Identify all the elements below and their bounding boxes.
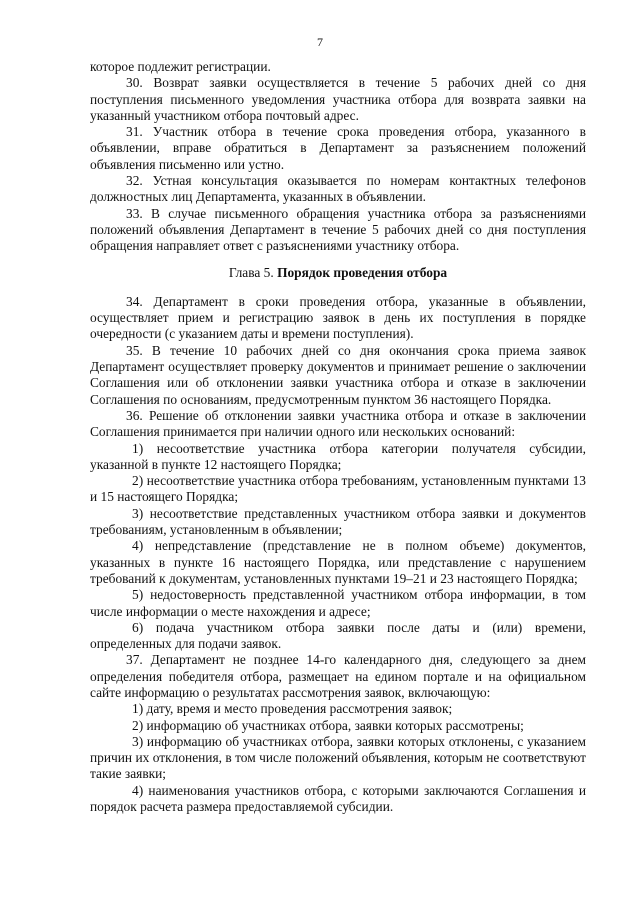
page-number: 7 — [317, 35, 323, 49]
paragraph-35: 35. В течение 10 рабочих дней со дня окончания срока приема заявок Департамент осуществляет проверку документов и принимает решение о заключении Соглашения или об отклонении заявки участника отбора и отказе в заключении Соглашения по основаниям, предусмотренным пунктом 36 настоящего Порядка. — [90, 342, 586, 407]
list-item: 1) дату, время и место проведения рассмотрения заявок; — [132, 701, 453, 717]
paragraph-30: 30. Возврат заявки осуществляется в течение 5 рабочих дней со дня поступления письменного уведомления участника отбора для возврата заявки на указанный участником отбора почтовый адрес. — [90, 75, 586, 123]
paragraph-34: 34. Департамент в сроки проведения отбора, указанные в объявлении, осуществляет прием и регистрацию заявок в день их поступления в порядке очередности (с указанием даты и времени поступления). — [90, 293, 586, 342]
list-item: 2) информацию об участниках отбора, заявки которых рассмотрены; — [132, 717, 524, 733]
list-item: 3) информацию об участниках отбора, заявки которых отклонены, с указанием причин их отклонения, в том числе положений объявления, которым не соответствуют такие заявки; — [90, 733, 586, 782]
document-body — [90, 59, 586, 815]
list-item: 4) наименования участников отбора, с которыми заключаются Соглашения и порядок расчета размера предоставляемой субсидии. — [90, 782, 586, 815]
chapter-title: Порядок проведения отбора — [277, 264, 448, 280]
list-item: 5) недостоверность представленной участником отбора информации, в том числе информации о месте нахождения и адресе; — [90, 587, 586, 619]
chapter-number: Глава 5. — [228, 264, 274, 280]
chapter-heading — [90, 265, 586, 281]
paragraph-32: 32. Устная консультация оказывается по номерам контактных телефонов должностных лиц Департамента, указанных в объявлении. — [90, 173, 586, 205]
list-item: 3) несоответствие представленных участником отбора заявки и документов требованиям, установленным в объявлении; — [90, 505, 586, 538]
list-item: 1) несоответствие участника отбора категории получателя субсидии, указанной в пункте 12 настоящего Порядка; — [90, 440, 586, 472]
paragraph-31: 31. Участник отбора в течение срока проведения отбора, указанного в объявлении, вправе обратиться в Департамент за разъяснением положений объявления письменно или устно. — [90, 124, 586, 172]
list-item: 2) несоответствие участника отбора требованиям, установленным пунктами 13 и 15 настоящего Порядка; — [90, 473, 586, 505]
list-item: 6) подача участником отбора заявки после даты и (или) времени, определенных для подачи заявок. — [90, 619, 586, 652]
paragraph-33: 33. В случае письменного обращения участника отбора за разъяснениями положений объявления Департамент в течение 5 рабочих дней со дня поступления обращения направляет ответ с разъяснениями участнику отбора. — [90, 205, 586, 254]
paragraph-36: 36. Решение об отклонении заявки участника отбора и отказе в заключении Соглашения принимается при наличии одного или нескольких оснований: — [90, 407, 586, 440]
list-item: 4) непредставление (представление не в полном объеме) документов, указанных в пункте 16 настоящего Порядка, или представление с нарушением требований к документам, установленных пунктами 19–21 и 23 настоящего Порядка; — [90, 538, 586, 586]
paragraph-continuation: которое подлежит регистрации. — [90, 59, 271, 74]
paragraph-37: 37. Департамент не позднее 14-го календарного дня, следующего за днем определения победителя отбора, размещает на едином портале и на официальном сайте информацию о результатах рассмотрения заявок, включающую: — [90, 652, 586, 700]
